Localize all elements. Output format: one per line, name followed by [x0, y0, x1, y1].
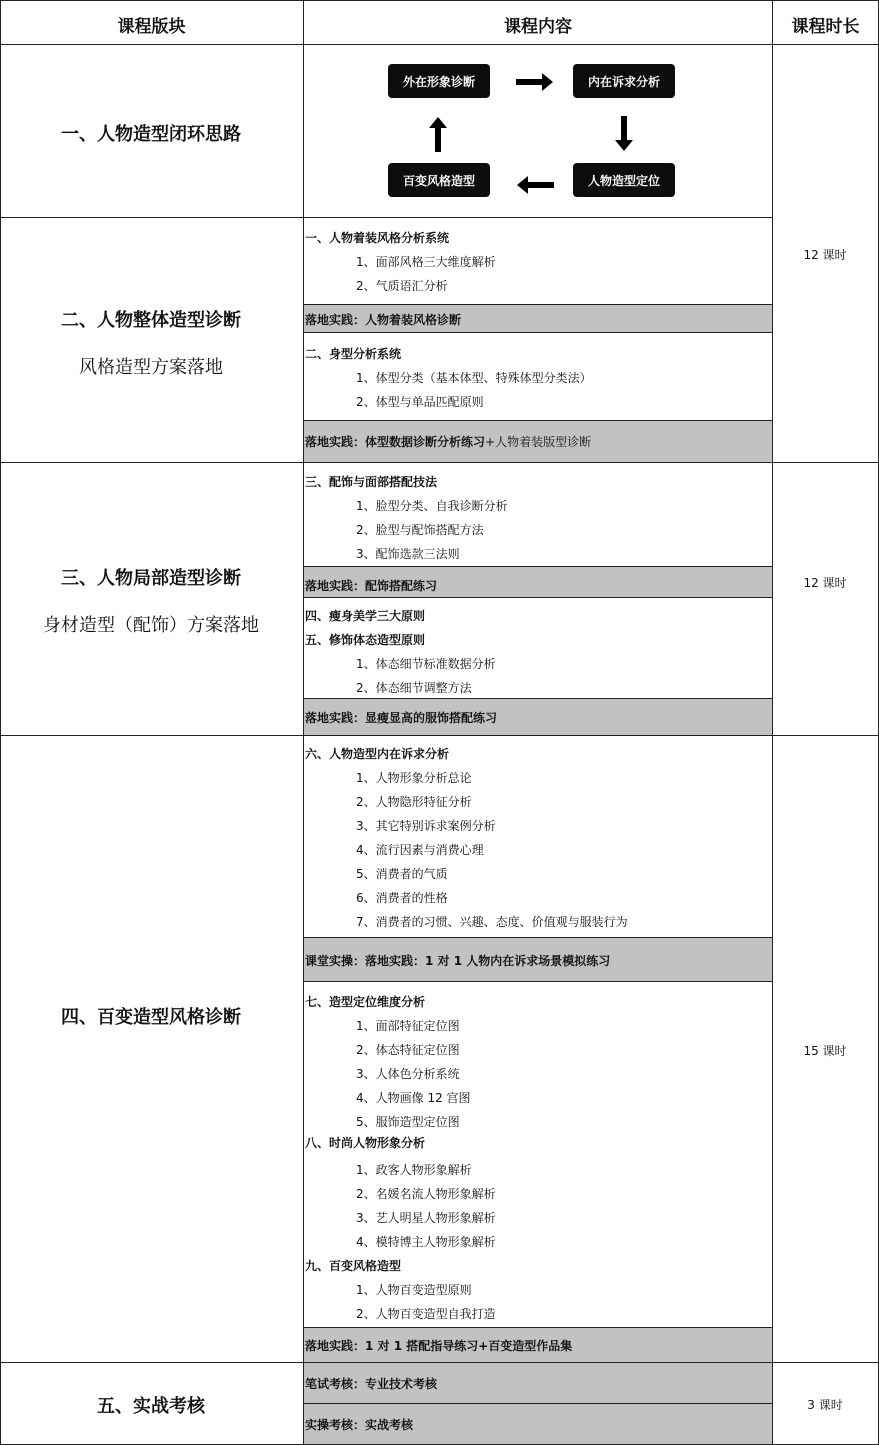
- practice-1: 落地实践：人物着装风格诊断: [305, 313, 462, 327]
- practice-2: [305, 433, 591, 450]
- practice-5: 落地实践：显瘦显高的服饰搭配练习: [305, 711, 498, 725]
- list-item: 2、气质语汇分析: [356, 279, 448, 293]
- list-item: 6、消费者的性格: [356, 891, 448, 905]
- arrow-down-icon: [614, 116, 634, 152]
- practice-6: 课堂实操：落地实践：1 对 1 人物内在诉求场景模拟练习: [305, 954, 611, 968]
- practice-9: 落地实践：1 对 1 搭配指导练习+百变造型作品集: [305, 1339, 573, 1353]
- section-8-title: 八、时尚人物形象分析: [305, 1136, 426, 1150]
- list-item: 2、体态细节调整方法: [356, 681, 472, 695]
- list-item: 3、配饰选款三法则: [356, 547, 460, 561]
- flow-node-bottom-right: 人物造型定位: [573, 163, 675, 197]
- duration-2: 12 课时: [803, 576, 847, 590]
- list-item: 1、脸型分类、自我诊断分析: [356, 499, 508, 513]
- list-item: 7、消费者的习惯、兴趣、态度、价值观与服装行为: [356, 915, 628, 929]
- header-col-module: 课程版块: [117, 17, 186, 37]
- module-3-title: 三、人物局部造型诊断: [61, 568, 241, 589]
- exam-written: 笔试考核：专业技术考核: [305, 1377, 438, 1391]
- practice-3: 落地实践：配饰搭配练习: [305, 579, 438, 593]
- arrow-up-icon: [428, 116, 448, 152]
- section-5-title: 五、修饰体态造型原则: [305, 633, 426, 647]
- flow-node-top-right: 内在诉求分析: [573, 64, 675, 98]
- section-4-title: 四、瘦身美学三大原则: [305, 609, 426, 623]
- section-1-title: 一、人物着装风格分析系统: [305, 231, 450, 245]
- module-2-title: 二、人物整体造型诊断: [61, 310, 241, 331]
- list-item: 1、体态细节标准数据分析: [356, 657, 496, 671]
- list-item: 5、消费者的气质: [356, 867, 448, 881]
- flow-node-top-left: 外在形象诊断: [388, 64, 490, 98]
- header-col-content: 课程内容: [504, 17, 572, 37]
- duration-3: 15 课时: [803, 1044, 847, 1058]
- duration-4: 3 课时: [807, 1398, 843, 1412]
- section-3-title: 三、配饰与面部搭配技法: [305, 475, 438, 489]
- module-4-title: 四、百变造型风格诊断: [61, 1007, 241, 1028]
- duration-1: 12 课时: [803, 248, 847, 262]
- list-item: 3、人体色分析系统: [356, 1067, 460, 1081]
- list-item: 2、人物隐形特征分析: [356, 795, 472, 809]
- list-item: 1、人物百变造型原则: [356, 1283, 472, 1297]
- module-5-title: 五、实战考核: [97, 1396, 205, 1417]
- section-6-title: 六、人物造型内在诉求分析: [305, 747, 450, 761]
- module-1-title: 一、人物造型闭环思路: [61, 124, 241, 145]
- list-item: 2、脸型与配饰搭配方法: [356, 523, 484, 537]
- list-item: 1、体型分类（基本体型、特殊体型分类法）: [356, 371, 592, 385]
- module-3-subtitle: 身材造型（配饰）方案落地: [43, 615, 259, 636]
- list-item: 1、人物形象分析总论: [356, 771, 472, 785]
- list-item: 4、模特博主人物形象解析: [356, 1235, 496, 1249]
- list-item: 2、体型与单品匹配原则: [356, 395, 484, 409]
- list-item: 1、面部风格三大维度解析: [356, 255, 496, 269]
- flow-node-bottom-left: 百变风格造型: [388, 163, 490, 197]
- list-item: 4、人物画像 12 宫图: [356, 1091, 471, 1105]
- list-item: 2、体态特征定位图: [356, 1043, 460, 1057]
- list-item: 1、政客人物形象解析: [356, 1163, 472, 1177]
- list-item: 2、人物百变造型自我打造: [356, 1307, 496, 1321]
- practice-2-bold: 落地实践：体型数据诊断分析练习: [305, 435, 486, 449]
- arrow-left-icon: [516, 175, 554, 195]
- list-item: 3、艺人明星人物形象解析: [356, 1211, 496, 1225]
- arrow-right-icon: [516, 72, 554, 92]
- section-9-title: 九、百变风格造型: [305, 1259, 402, 1273]
- section-7-title: 七、造型定位维度分析: [305, 995, 426, 1009]
- header-col-duration: 课程时长: [791, 17, 860, 37]
- module-2-subtitle: 风格造型方案落地: [79, 357, 223, 378]
- list-item: 3、其它特别诉求案例分析: [356, 819, 496, 833]
- section-2-title: 二、身型分析系统: [305, 347, 402, 361]
- exam-practical: 实操考核：实战考核: [305, 1418, 414, 1432]
- list-item: 5、服饰造型定位图: [356, 1115, 460, 1129]
- list-item: 2、名媛名流人物形象解析: [356, 1187, 496, 1201]
- list-item: 1、面部特征定位图: [356, 1019, 460, 1033]
- practice-2-normal: +人物着装版型诊断: [485, 435, 592, 449]
- list-item: 4、流行因素与消费心理: [356, 843, 484, 857]
